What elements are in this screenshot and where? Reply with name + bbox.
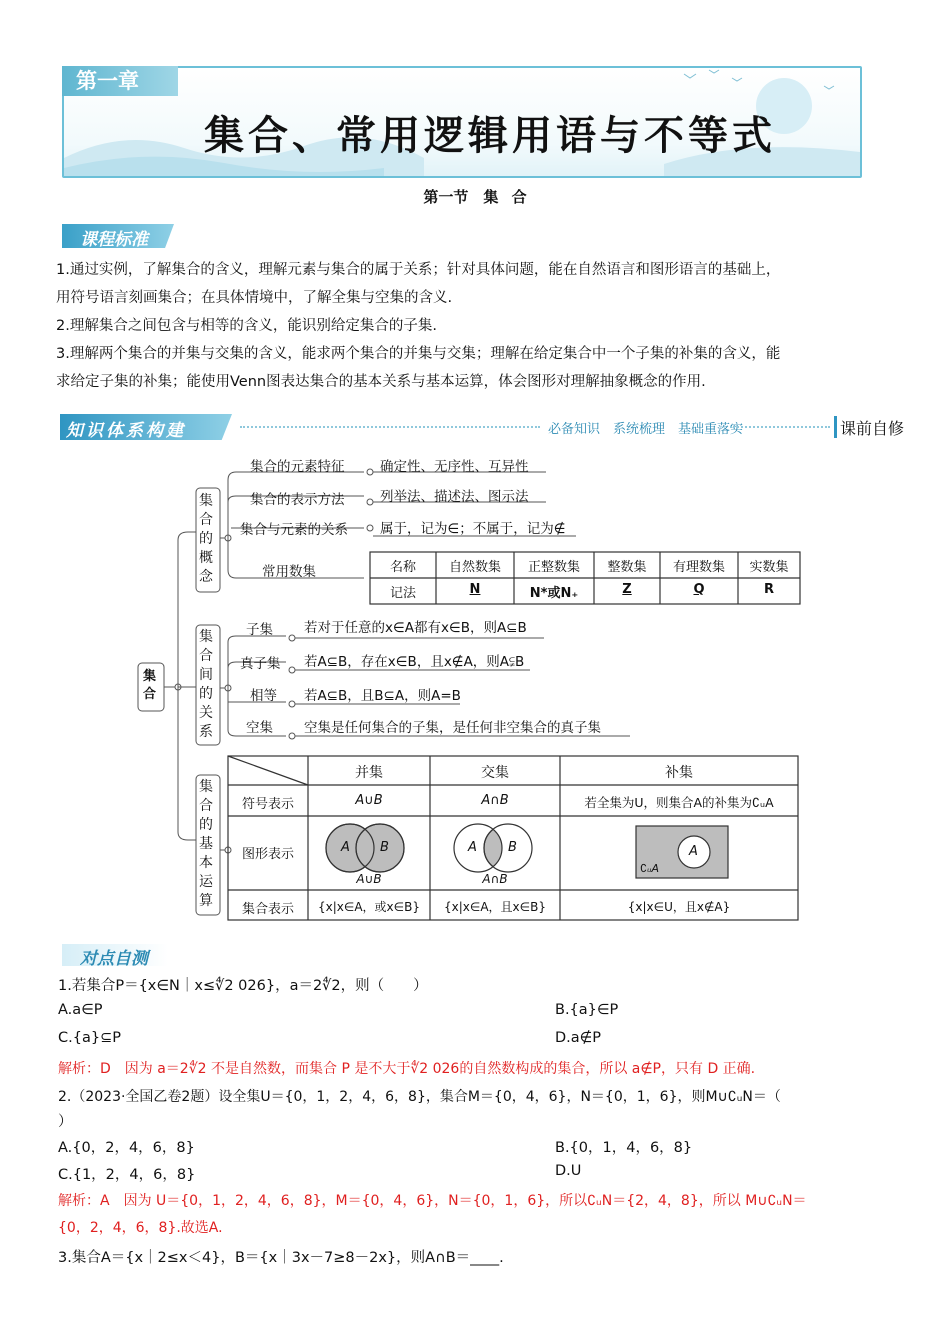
- standard-line: 3.理解两个集合的并集与交集的含义，能求两个集合的并集与交集；理解在给定集合中一个子集的补集的含义，能: [56, 346, 781, 362]
- q1-option: B.{a}∈P: [555, 1002, 619, 1018]
- op-cell: {x|x∈A，或x∈B}: [318, 900, 420, 914]
- q2-option: B.{0，1，4，6，8}: [555, 1140, 693, 1156]
- q2-stem-cont: ）: [58, 1114, 73, 1130]
- relation-label: 相等: [250, 688, 277, 704]
- op-header: 交集: [481, 765, 509, 781]
- q1-option: C.{a}⊆P: [58, 1030, 121, 1046]
- q2-answer: 解析：A 因为 U＝{0，1，2，4，6，8}，M＝{0，4，6}，N＝{0，1，6}，所以∁ᵤN＝{2，4，8}，所以 M∪∁ᵤN＝: [58, 1193, 807, 1209]
- numset-header: 名称: [389, 560, 416, 575]
- self-test-heading: 对点自测: [80, 949, 148, 969]
- branch-relation: 集合间的关系: [199, 629, 213, 740]
- venn-caption: A∩B: [482, 872, 508, 886]
- op-cell: {x|x∈U，且x∉A}: [627, 900, 731, 914]
- concept-item-label: 集合的表示方法: [250, 492, 345, 508]
- relation-detail: 若A⊆B，存在x∈B，且x∉A，则A⫋B: [304, 654, 525, 670]
- op-header: 并集: [355, 765, 383, 781]
- relation-label: 真子集: [240, 656, 281, 672]
- q1-option: A.a∈P: [58, 1002, 103, 1018]
- standard-line: 1.通过实例，了解集合的含义，理解元素与集合的属于关系；针对具体问题，能在自然语言和图形语言的基础上，: [56, 262, 781, 278]
- knowledge-heading: 知识体系构建: [66, 421, 186, 441]
- relation-detail: 若对于任意的x∈A都有x∈B，则A⊆B: [304, 620, 527, 636]
- numset-header: 有理数集: [672, 560, 725, 575]
- relation-detail: 空集是任何集合的子集，是任何非空集合的真子集: [304, 720, 601, 736]
- q2-option: C.{1，2，4，6，8}: [58, 1167, 196, 1183]
- knowledge-tags: 必备知识 系统梳理 基础重落实: [548, 422, 744, 437]
- numset-cell: Q: [693, 582, 705, 597]
- venn-label-b: B: [380, 840, 389, 855]
- venn-label-b: B: [508, 840, 517, 855]
- relation-label: 子集: [246, 622, 273, 638]
- q1-option: D.a∉P: [555, 1030, 602, 1046]
- numset-header: 正整数集: [527, 560, 580, 575]
- branch-operation: 集合的基本运算: [199, 779, 213, 909]
- numset-header: 整数集: [607, 560, 647, 575]
- concept-item-detail: 确定性、无序性、互异性: [380, 459, 529, 475]
- chapter-title: 集合、常用逻辑用语与不等式: [204, 113, 776, 159]
- venn-label-a: A: [468, 840, 477, 855]
- numset-cell: 记法: [389, 586, 416, 601]
- standard-line: 2.理解集合之间包含与相等的含义，能识别给定集合的子集.: [56, 318, 437, 334]
- numset-cell: Z: [622, 582, 632, 597]
- q2-option: D.U: [555, 1163, 582, 1179]
- op-row-label: 集合表示: [241, 902, 294, 917]
- chapter-tab: 第一章: [62, 66, 178, 96]
- op-cell: A∪B: [355, 793, 383, 808]
- q2-answer-cont: {0，2，4，6，8}.故选A.: [58, 1220, 223, 1236]
- concept-item-label: 集合的元素特征: [250, 459, 345, 475]
- branch-concept: 集合的概念: [199, 493, 213, 585]
- course-standard-heading: 课程标准: [80, 230, 148, 250]
- q3-stem: 3.集合A＝{x｜2≤x＜4}，B＝{x｜3x－7≥8－2x}，则A∩B＝____.: [58, 1250, 504, 1266]
- concept-item-label: 常用数集: [262, 564, 316, 580]
- q2-option: A.{0，2，4，6，8}: [58, 1140, 195, 1156]
- numset-cell: N*或N₊: [529, 586, 579, 601]
- numset-cell: N: [469, 582, 481, 597]
- relation-detail: 若A⊆B，且B⊆A，则A=B: [304, 688, 461, 704]
- op-header: 补集: [665, 765, 693, 781]
- course-standard-body: [56, 256, 896, 396]
- venn-caption: ∁ᵤA: [640, 862, 659, 875]
- numset-header: 自然数集: [448, 560, 501, 575]
- concept-item-label: 集合与元素的关系: [240, 522, 348, 538]
- standard-line: 求给定子集的补集；能使用Venn图表达集合的基本关系与基本运算，体会图形对理解抽象概念的作用.: [56, 374, 706, 390]
- op-cell: A∩B: [481, 793, 509, 808]
- q1-stem: 1.若集合P＝{x∈N｜x≤∜2 026}，a＝2∜2，则（ ）: [58, 978, 428, 994]
- op-row-label: 图形表示: [241, 847, 294, 862]
- numset-cell: R: [763, 582, 774, 597]
- pre-class-label: 课前自修: [840, 419, 905, 438]
- op-row-label: 符号表示: [241, 797, 294, 812]
- relation-label: 空集: [246, 720, 273, 736]
- standard-line: 用符号语言刻画集合；在具体情境中，了解全集与空集的含义.: [56, 290, 453, 306]
- numset-header: 实数集: [749, 560, 789, 575]
- venn-caption: A∪B: [356, 872, 382, 886]
- section-title: 第一节 集 合: [423, 188, 527, 206]
- op-cell: {x|x∈A，且x∈B}: [444, 900, 546, 914]
- venn-label-a: A: [341, 840, 350, 855]
- q2-stem: 2.（2023·全国乙卷2题）设全集U＝{0，1，2，4，6，8}，集合M＝{0，4，6}，N＝{0，1，6}，则M∪∁ᵤN＝（: [58, 1089, 781, 1105]
- op-cell: 若全集为U，则集合A的补集为∁ᵤA: [584, 795, 774, 810]
- concept-item-detail: 列举法、描述法、图示法: [380, 489, 529, 505]
- mindmap-root: 集合: [143, 669, 157, 702]
- venn-label-a: A: [689, 844, 698, 859]
- concept-item-detail: 属于，记为∈；不属于，记为∉: [380, 521, 566, 537]
- q1-answer: 解析：D 因为 a＝2∜2 不是自然数，而集合 P 是不大于∜2 026的自然数构成的集合，所以 a∉P，只有 D 正确.: [58, 1061, 756, 1077]
- knowledge-bar: [60, 414, 905, 441]
